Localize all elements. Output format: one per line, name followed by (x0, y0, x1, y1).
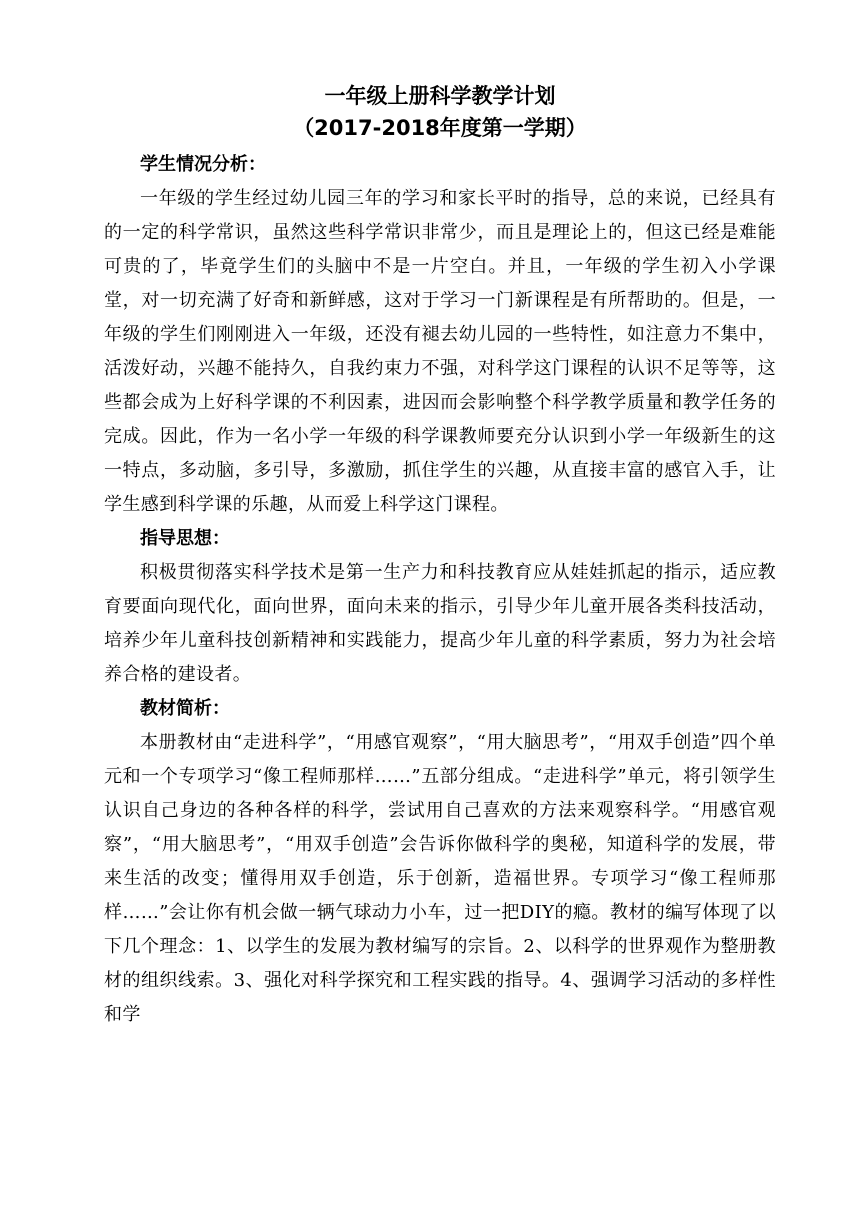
document-subtitle: （2017-2018年度第一学期） (293, 116, 587, 140)
section-body-textbook-analysis: 本册教材由“走进科学”，“用感官观察”，“用大脑思考”，“用双手创造”四个单元和一个专项学习“像工程师那样……”五部分组成。“走进科学”单元，将引领学生认识自己身边的各种各样的科学，尝试用自己喜欢的方法来观察科学。“用感官观察”，“用大脑思考”，“用双手创造”会告诉你做科学的奥秘，知道科学的发展，带来生活的改变；懂得用双手创造，乐于创新，造福世界。专项学习“像工程师那样……”会让你有机会做一辆气球动力小车，过一把DIY的瘾。教材的编写体现了以下几个理念：1、以学生的发展为教材编写的宗旨。2、以科学的世界观作为整册教材的组织线索。3、强化对科学探究和工程实践的指导。4、强调学习活动的多样性和学 (104, 732, 776, 1025)
document-title: 一年级上册科学教学计划 (324, 84, 556, 108)
section-heading-textbook-analysis: 教材简析： (140, 698, 230, 719)
section-heading-guiding-principle: 指导思想： (140, 528, 230, 549)
section-body-guiding-principle: 积极贯彻落实科学技术是第一生产力和科技教育应从娃娃抓起的指示，适应教育要面向现代化，面向世界，面向未来的指示，引导少年儿童开展各类科技活动，培养少年儿童科技创新精神和实践能力，提高少年儿童的科学素质，努力为社会培养合格的建设者。 (104, 562, 776, 685)
section-body-student-analysis: 一年级的学生经过幼儿园三年的学习和家长平时的指导，总的来说，已经具有的一定的科学常识，虽然这些科学常识非常少，而且是理论上的，但这已经是难能可贵的了，毕竟学生们的头脑中不是一片空白。并且，一年级的学生初入小学课堂，对一切充满了好奇和新鲜感，这对于学习一门新课程是有所帮助的。但是，一年级的学生们刚刚进入一年级，还没有褪去幼儿园的一些特性，如注意力不集中，活泼好动，兴趣不能持久，自我约束力不强，对科学这门课程的认识不足等等，这些都会成为上好科学课的不利因素，进因而会影响整个科学教学质量和教学任务的完成。因此，作为一名小学一年级的科学课教师要充分认识到小学一年级新生的这一特点，多动脑，多引导，多激励，抓住学生的兴趣，从直接丰富的感官入手，让学生感到科学课的乐趣，从而爱上科学这门课程。 (104, 188, 776, 515)
document-page (104, 80, 776, 1032)
section-heading-student-analysis: 学生情况分析： (140, 154, 266, 175)
